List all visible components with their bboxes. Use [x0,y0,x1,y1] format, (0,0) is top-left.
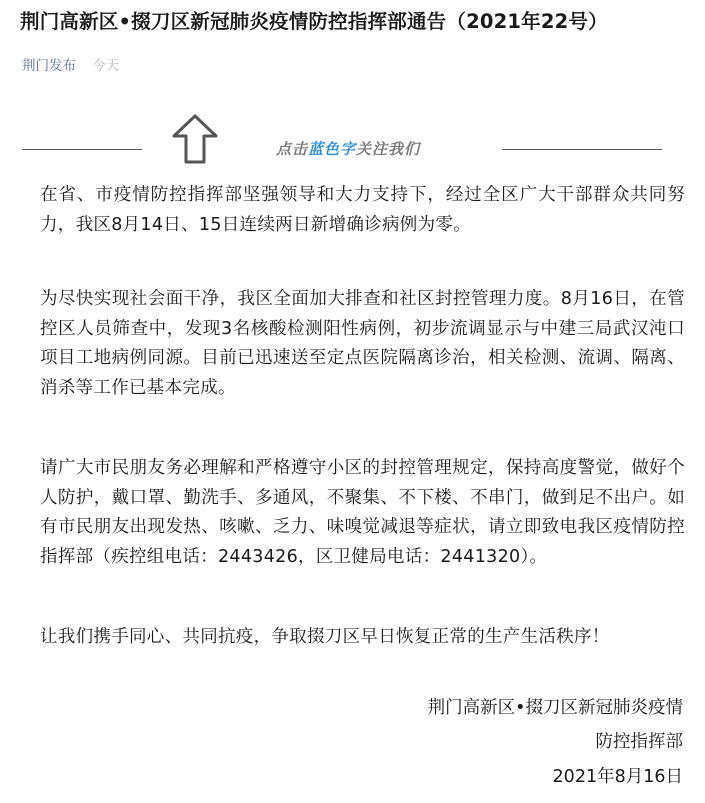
follow-banner [0,112,705,172]
body-paragraph: 让我们携手同心、共同抗疫，争取掇刀区早日恢复正常的生产生活秩序！ [40,627,610,647]
body-paragraph: 为尽快实现社会面干净，我区全面加大排查和社区封控管理力度。8月16日，在管控区人员筛查中，发现3名核酸检测阳性病例，初步流调显示与中建三局武汉沌口项目工地病例同源。目前已迅速送至定点医院隔离诊治，相关检测、流调、隔离、消杀等工作已基本完成。 [40,289,685,398]
signature-org-line2: 防控指挥部 [595,732,683,752]
body-paragraph: 在省、市疫情防控指挥部坚强领导和大力支持下，经过全区广大干部群众共同努力，我区8月14日、15日连续两日新增确诊病例为零。 [40,185,685,235]
follow-highlight: 蓝色字 [308,140,357,158]
article-title: 荆门高新区•掇刀区新冠肺炎疫情防控指挥部通告（2021年22号） [20,10,608,33]
divider-line-left [22,149,142,150]
up-arrow-icon [170,112,220,168]
body-paragraph: 请广大市民朋友务必理解和严格遵守小区的封控管理规定，保持高度警觉，做好个人防护，戴口罩、勤洗手、多通风，不聚集、不下楼、不串门，做到足不出户。如有市民朋友出现发热、咳嗽、乏力、味嗅觉减退等症状，请立即致电我区疫情防控指挥部（疾控组电话：2443426，区卫健局电话：2441320）。 [40,458,685,567]
article-meta [22,54,119,74]
signature-org-line1: 荆门高新区•掇刀区新冠肺炎疫情 [427,698,683,718]
follow-suffix: 关注我们 [356,140,421,158]
divider-line-right [502,149,662,150]
follow-prefix: 点击 [276,140,309,158]
signature-date: 2021年8月16日 [552,767,683,787]
source-account-link[interactable]: 荆门发布 [22,58,76,74]
publish-time: 今天 [92,58,120,74]
follow-us-prompt[interactable] [276,138,420,159]
